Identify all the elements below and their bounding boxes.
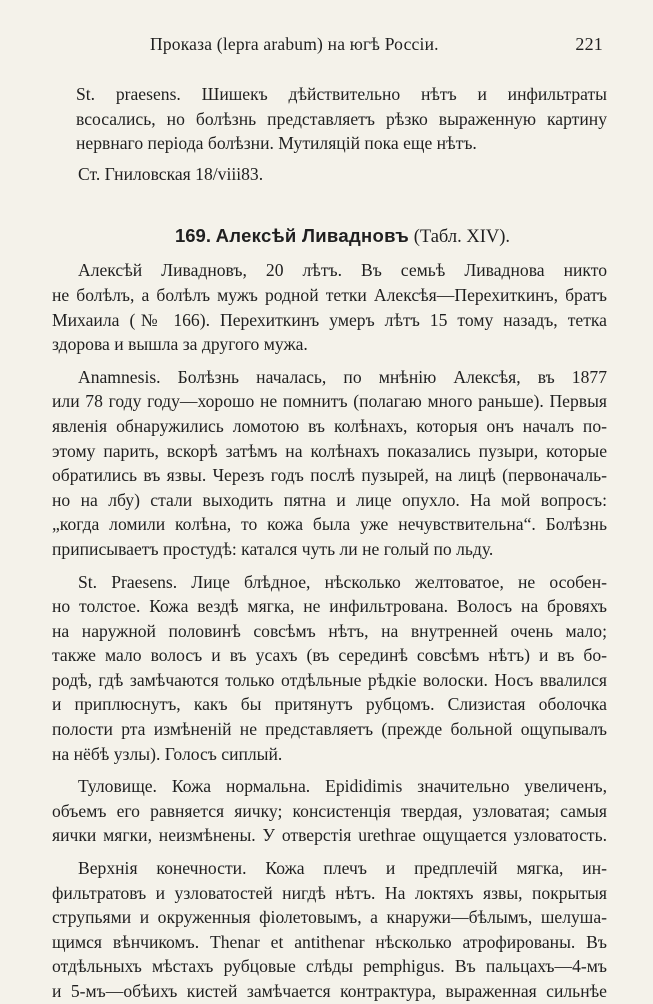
text-line: не болѣлъ, а болѣлъ мужъ родной тетки Алексѣя—Перехиткинъ, братъ [52,284,607,305]
text-line: щимся вѣнчикомъ. Thenar et antithenar нѣсколько атрофированы. Въ [52,931,607,952]
text-line: яички мягки, неизмѣнены. У отверстія urethrae ощущается узловатость. [52,825,607,846]
text-line: или 78 году году—хорошо не помнитъ (полагаю много раньше). Первыя [52,391,607,412]
text-line: Ст. Гниловская 18/viii83. [78,163,264,184]
text-line: „когда ломили колѣна, то кожа была уже нечувствительна“. Болѣзнь [52,514,607,535]
text-line: Anamnesis. Болѣзнь началась, по мнѣнію Алексѣя, въ 1877 [78,366,607,387]
text-line: также мало волосъ и въ усахъ (въ серединѣ совсѣмъ нѣтъ) и въ бо- [52,645,607,666]
text-line: всосались, но болѣзнь представляетъ рѣзко выраженную картину [76,108,607,129]
page-number: 221 [575,34,603,54]
paragraph-status-praesens-2 [52,570,607,767]
text-line: но толстое. Кожа вездѣ мягка, не инфильтрована. Волосъ на бровяхъ [52,596,607,617]
text-line: на наружной половинѣ совсѣмъ нѣтъ, на внутренней очень мало; [52,620,607,641]
patient-name: Алексѣй Ливадновъ [215,225,410,247]
text-line: этому парить, вскорѣ затѣмъ на колѣнахъ показались пузыри, которые [52,440,607,461]
text-line: St. praesens. Шишекъ дѣйствительно нѣтъ и инфильтраты [76,84,607,104]
text-line: явленія обнаружились ломотою въ колѣнахъ, которыя онъ началъ по- [52,415,607,436]
paragraph-family-history [52,258,607,356]
station-line [78,162,607,187]
text-line: St. Praesens. Лице блѣдное, нѣсколько желтоватое, не особен- [78,571,607,592]
running-title: Проказа (lepra arabum) на югѣ Россіи. [150,34,439,54]
text-line: на нёбѣ узлы). Голосъ сиплый. [52,743,283,764]
text-line: струпьями и окруженныя фіолетовымъ, а кнаружи—бѣлымъ, шелуша- [52,907,607,928]
text-line: но на лбу) стали выходить пятна и лице опухло. На мой вопросъ: [52,489,607,510]
paragraph-status-praesens-1 [76,82,607,156]
text-line: Верхнія конечности. Кожа плечъ и предплечій мягка, ин- [78,858,607,879]
text-line: объемъ его равняется яичку; консистенція твердая, узловатая; самыя [52,800,607,821]
case-number: 169. [174,225,211,247]
case-heading [78,225,607,248]
paragraph-torso [52,774,607,848]
text-line: Туловище. Кожа нормальна. Epididimis значительно увеличенъ, [78,776,607,797]
text-line: обратились въ язвы. Черезъ годъ послѣ пузырей, на лицѣ (первоначаль- [52,465,607,486]
text-line: полости рта измѣненій не представляетъ (прежде больной ощупывалъ [52,719,607,740]
text-line: и приплюснутъ, какъ бы притянутъ рубцомъ. Слизистая оболочка [52,694,607,715]
table-reference: (Табл. XIV). [413,227,511,248]
text-line: приписываетъ простудѣ: катался чуть ли не голый по льду. [52,538,494,559]
text-line: Алексѣй Ливадновъ, 20 лѣтъ. Въ семьѣ Ливаднова никто [78,260,607,281]
text-line: фильтратовъ и узловатостей нигдѣ нѣтъ. На локтяхъ язвы, покрытыя [52,882,607,903]
text-line: родѣ, гдѣ замѣчаются только отдѣльные рѣдкіе волоски. Носъ ввалился [52,669,607,690]
running-header [78,34,607,60]
text-line: нервнаго періода болѣзни. Мутиляцій пока еще нѣтъ. [76,133,477,154]
text-line: Михаила (№ 166). Перехиткинъ умеръ лѣтъ 15 тому назадъ, тетка [52,309,607,330]
text-line: отдѣльныхъ мѣстахъ рубцовые слѣды pemphigus. Въ пальцахъ—4-мъ [52,956,607,977]
paragraph-anamnesis [52,365,607,562]
text-line: и 5-мъ—обѣихъ кистей замѣчается контрактура, выраженная сильнѣе [52,981,607,1001]
text-line: здорова и вышла за другого мужа. [52,334,308,355]
paragraph-upper-limbs [52,856,607,1004]
